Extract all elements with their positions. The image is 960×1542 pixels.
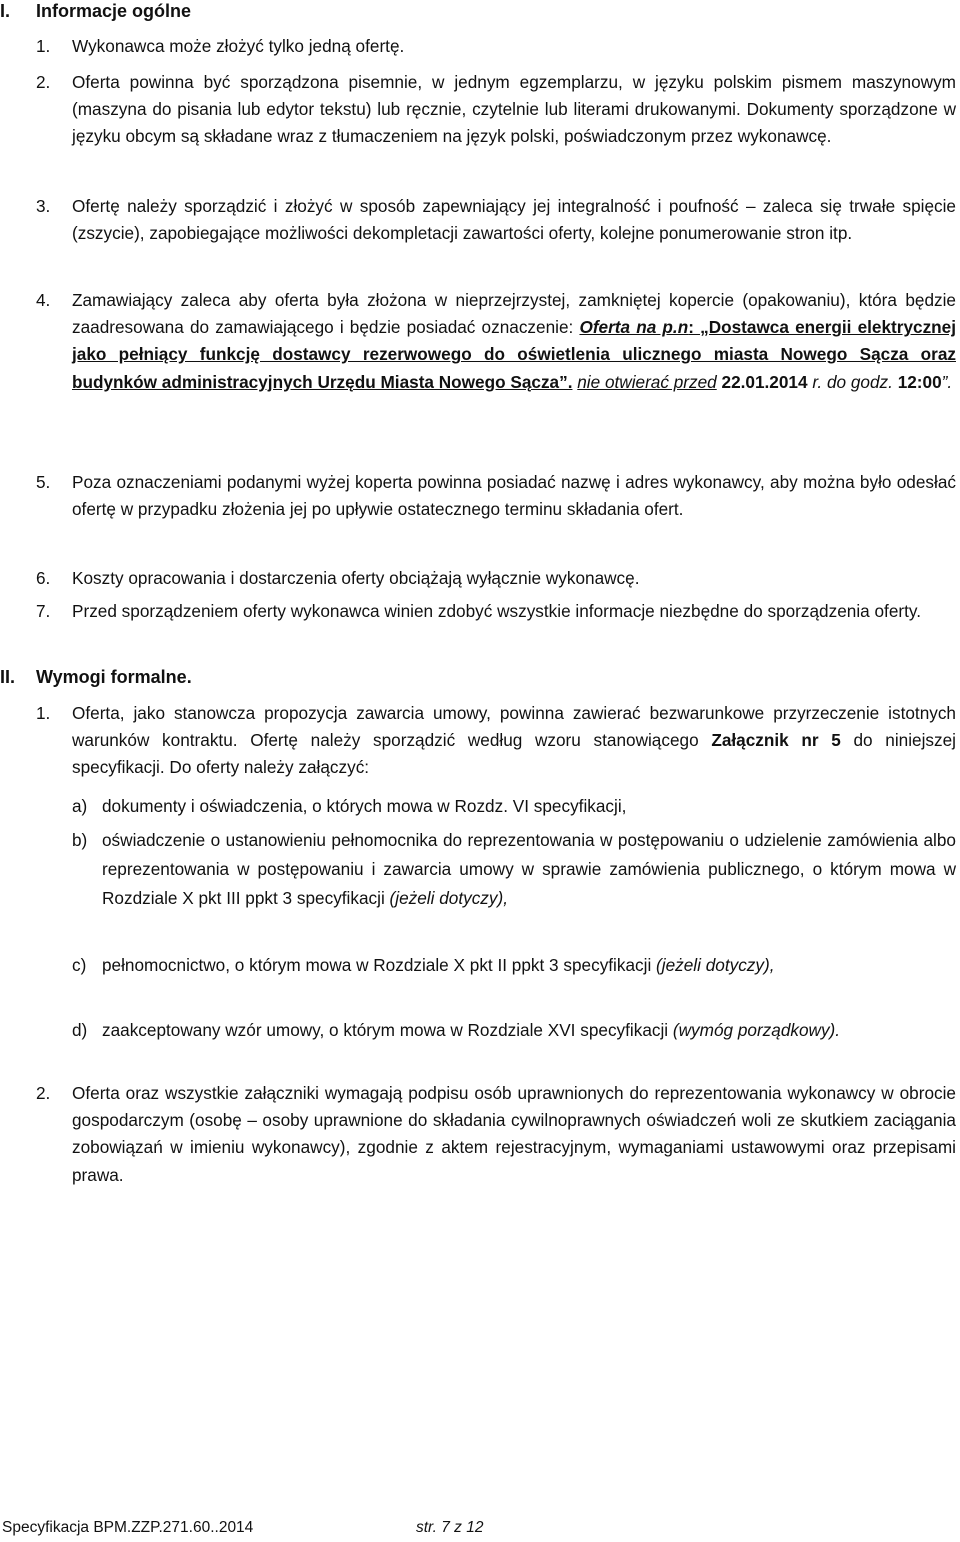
- footer-page-number: str. 7 z 12: [416, 1519, 484, 1536]
- list-item: [36, 33, 956, 60]
- sub-item: [72, 792, 956, 821]
- envelope-label: Oferta na p.n: [579, 317, 689, 338]
- item-number: 2.: [36, 1083, 51, 1103]
- sub-item-letter: c): [72, 955, 87, 975]
- item-text-part: Zamawiający zaleca aby oferta była złożona w nieprzejrzystej, zamkniętej kopercie (opakowaniu), która będzie zaadresowana do zamawiającego i będzie posiadać oznaczenie:: [72, 290, 956, 338]
- sub-item-text-part: zaakceptowany wzór umowy, o którym mowa w Rozdziale XVI specyfikacji: [102, 1020, 669, 1040]
- do-not-open-text: nie otwierać przed: [577, 371, 717, 392]
- item-text: Przed sporządzeniem oferty wykonawca winien zdobyć wszystkie informacje niezbędne do sporządzenia oferty.: [72, 601, 921, 621]
- sub-item-text-part: pełnomocnictwo, o którym mowa w Rozdziale X pkt II ppkt 3 specyfikacji: [102, 955, 652, 975]
- list-item: [36, 598, 956, 625]
- sub-item: [72, 826, 956, 913]
- item-number: 6.: [36, 568, 51, 588]
- item-text-part: Oferta, jako stanowcza propozycja zawarcia umowy, powinna zawierać bezwarunkowe przyrzeczenie istotnych warunków kontraktu. Ofertę należy sporządzić według wzoru stanowiącego: [72, 703, 956, 751]
- sub-item-letter: d): [72, 1020, 88, 1040]
- section-heading-1: [0, 0, 191, 22]
- sub-item: [72, 1016, 956, 1045]
- item-text-part: do niniejszej specyfikacji. Do oferty należy załączyć:: [72, 730, 956, 778]
- item-text: Oferta powinna być sporządzona pisemnie, w jednym egzemplarzu, w języku polskim pismem maszynowym (maszyna do pisania lub edytor tekstu) lub ręcznie, czytelnie lub literami drukowanymi. Dokumenty sporządzone w języku obcym są składane wraz z tłumaczeniem na język polski, poświadczonym przez wykonawcę.: [72, 72, 956, 147]
- item-number: 1.: [36, 703, 51, 723]
- item-text: Oferta oraz wszystkie załączniki wymagają podpisu osób uprawnionych do reprezentowania wykonawcy w obrocie gospodarczym (osobę – osoby uprawnione do składania cywilnoprawnych oświadczeń woli ze skutkiem zaciągania zobowiązań w imieniu wykonawcy), zgodnie z aktem rejestracyjnym, wymaganiami ustawowymi oraz przepisami prawa.: [72, 1083, 956, 1185]
- sub-item-text-part: oświadczenie o ustanowieniu pełnomocnika do reprezentowania w postępowaniu o udzielenie zamówienia albo reprezentowania w postępowaniu i zawarcia umowy w sprawie zamówienia publicznego, o którym mowa w Rozdziale X pkt III ppkt 3 specyfikacji: [102, 830, 956, 908]
- item-number: 5.: [36, 472, 51, 492]
- sub-item-text: [102, 951, 956, 980]
- list-item: [36, 193, 956, 247]
- deadline-date: 22.01.2014: [721, 371, 808, 392]
- item-number: 3.: [36, 196, 51, 216]
- sub-item-text: [102, 826, 956, 913]
- item-text: [72, 287, 956, 396]
- sub-item-text: [102, 1016, 956, 1045]
- list-item: [36, 469, 956, 523]
- deadline-time: 12:00: [897, 371, 942, 392]
- list-item: [36, 69, 956, 151]
- page-footer: [2, 1519, 484, 1537]
- section-number: I.: [0, 1, 11, 21]
- section-title: Informacje ogólne: [36, 1, 192, 21]
- sub-item: [72, 951, 956, 980]
- deadline-end: ”.: [941, 371, 953, 392]
- section-number: II.: [0, 667, 16, 687]
- list-item: [36, 700, 956, 782]
- list-item: [36, 287, 956, 396]
- envelope-title: : „Dostawca energii elektrycznej jako pełniący funkcję dostawcy rezerwowego do oświetlenia ulicznego miasta Nowego Sącza oraz budynków administracyjnych Urzędu Miasta Nowego Sącza”.: [72, 317, 956, 392]
- item-text: [72, 700, 956, 782]
- sub-item-text: dokumenty i oświadczenia, o których mowa w Rozdz. VI specyfikacji,: [102, 796, 627, 816]
- attachment-reference: Załącznik nr 5: [711, 730, 841, 751]
- sub-item-note: (wymóg porządkowy).: [672, 1020, 841, 1040]
- list-item: [36, 1080, 956, 1189]
- sub-item-note: (jeżeli dotyczy),: [389, 888, 508, 908]
- item-text: Koszty opracowania i dostarczenia oferty obciążają wyłącznie wykonawcę.: [72, 568, 640, 588]
- list-item: [36, 565, 956, 592]
- section-title: Wymogi formalne.: [36, 667, 192, 687]
- sub-item-letter: a): [72, 796, 88, 816]
- item-text: Poza oznaczeniami podanymi wyżej koperta powinna posiadać nazwę i adres wykonawcy, aby można było odesłać ofertę w przypadku złożenia jej po upływie ostatecznego terminu składania ofert.: [72, 472, 956, 520]
- item-number: 4.: [36, 290, 51, 310]
- footer-spec-id: Specyfikacja BPM.ZZP.271.60..2014: [2, 1519, 254, 1536]
- item-number: 7.: [36, 601, 51, 621]
- deadline-text: r. do godz.: [812, 371, 893, 392]
- section-heading-2: [0, 666, 192, 688]
- sub-item-letter: b): [72, 830, 88, 850]
- item-number: 2.: [36, 72, 51, 92]
- sub-item-note: (jeżeli dotyczy),: [656, 955, 775, 975]
- item-number: 1.: [36, 36, 51, 56]
- item-text: Wykonawca może złożyć tylko jedną ofertę.: [72, 36, 405, 56]
- item-text: Ofertę należy sporządzić i złożyć w sposób zapewniający jej integralność i poufność – zaleca się trwałe spięcie (zszycie), zapobiegające możliwości dekompletacji zawartości oferty, kolejne ponumerowanie stron itp.: [72, 196, 956, 244]
